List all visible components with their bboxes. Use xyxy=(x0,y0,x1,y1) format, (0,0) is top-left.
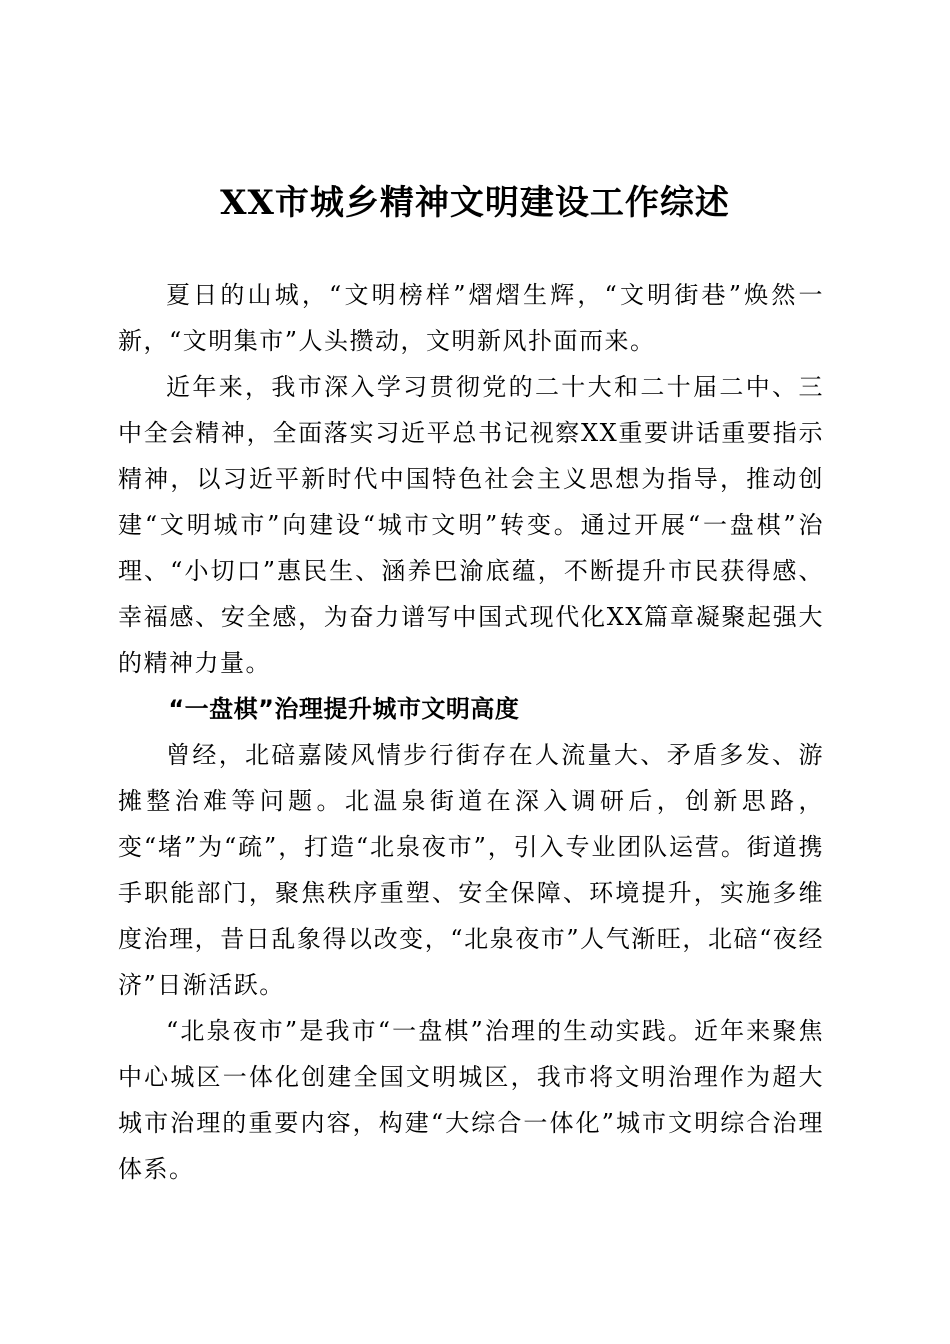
section-heading: “一盘棋”治理提升城市文明高度 xyxy=(168,695,520,723)
overview-paragraph: 近年来，我市深入学习贯彻党的二十大和二十届二中、三中全会精神，全面落实习近平总书记视察XX重要讲话重要指示精神，以习近平新时代中国特色社会主义思想为指导，推动创建“文明城市”向建设“城市文明”转变。通过开展“一盘棋”治理、“小切口”惠民生、涵养巴渝底蕴，不断提升市民获得感、幸福感、安全感，为奋力谱写中国式现代化XX篇章凝聚起强大的精神力量。 xyxy=(118,373,824,677)
intro-paragraph: 夏日的山城，“文明榜样”熠熠生辉，“文明街巷”焕然一新，“文明集市”人头攒动，文明新风扑面而来。 xyxy=(118,281,824,355)
section-paragraph: 曾经，北碚嘉陵风情步行街存在人流量大、矛盾多发、游摊整治难等问题。北温泉街道在深入调研后，创新思路，变“堵”为“疏”，打造“北泉夜市”，引入专业团队运营。街道携手职能部门，聚焦秩序重塑、安全保障、环境提升，实施多维度治理，昔日乱象得以改变，“北泉夜市”人气渐旺，北碚“夜经济”日渐活跃。 xyxy=(118,741,824,999)
document-body xyxy=(118,272,824,1192)
document-title: XX市城乡精神文明建设工作综述 xyxy=(220,183,730,223)
section-paragraph: “北泉夜市”是我市“一盘棋”治理的生动实践。近年来聚焦中心城区一体化创建全国文明城区，我市将文明治理作为超大城市治理的重要内容，构建“大综合一体化”城市文明综合治理体系。 xyxy=(118,1017,824,1183)
